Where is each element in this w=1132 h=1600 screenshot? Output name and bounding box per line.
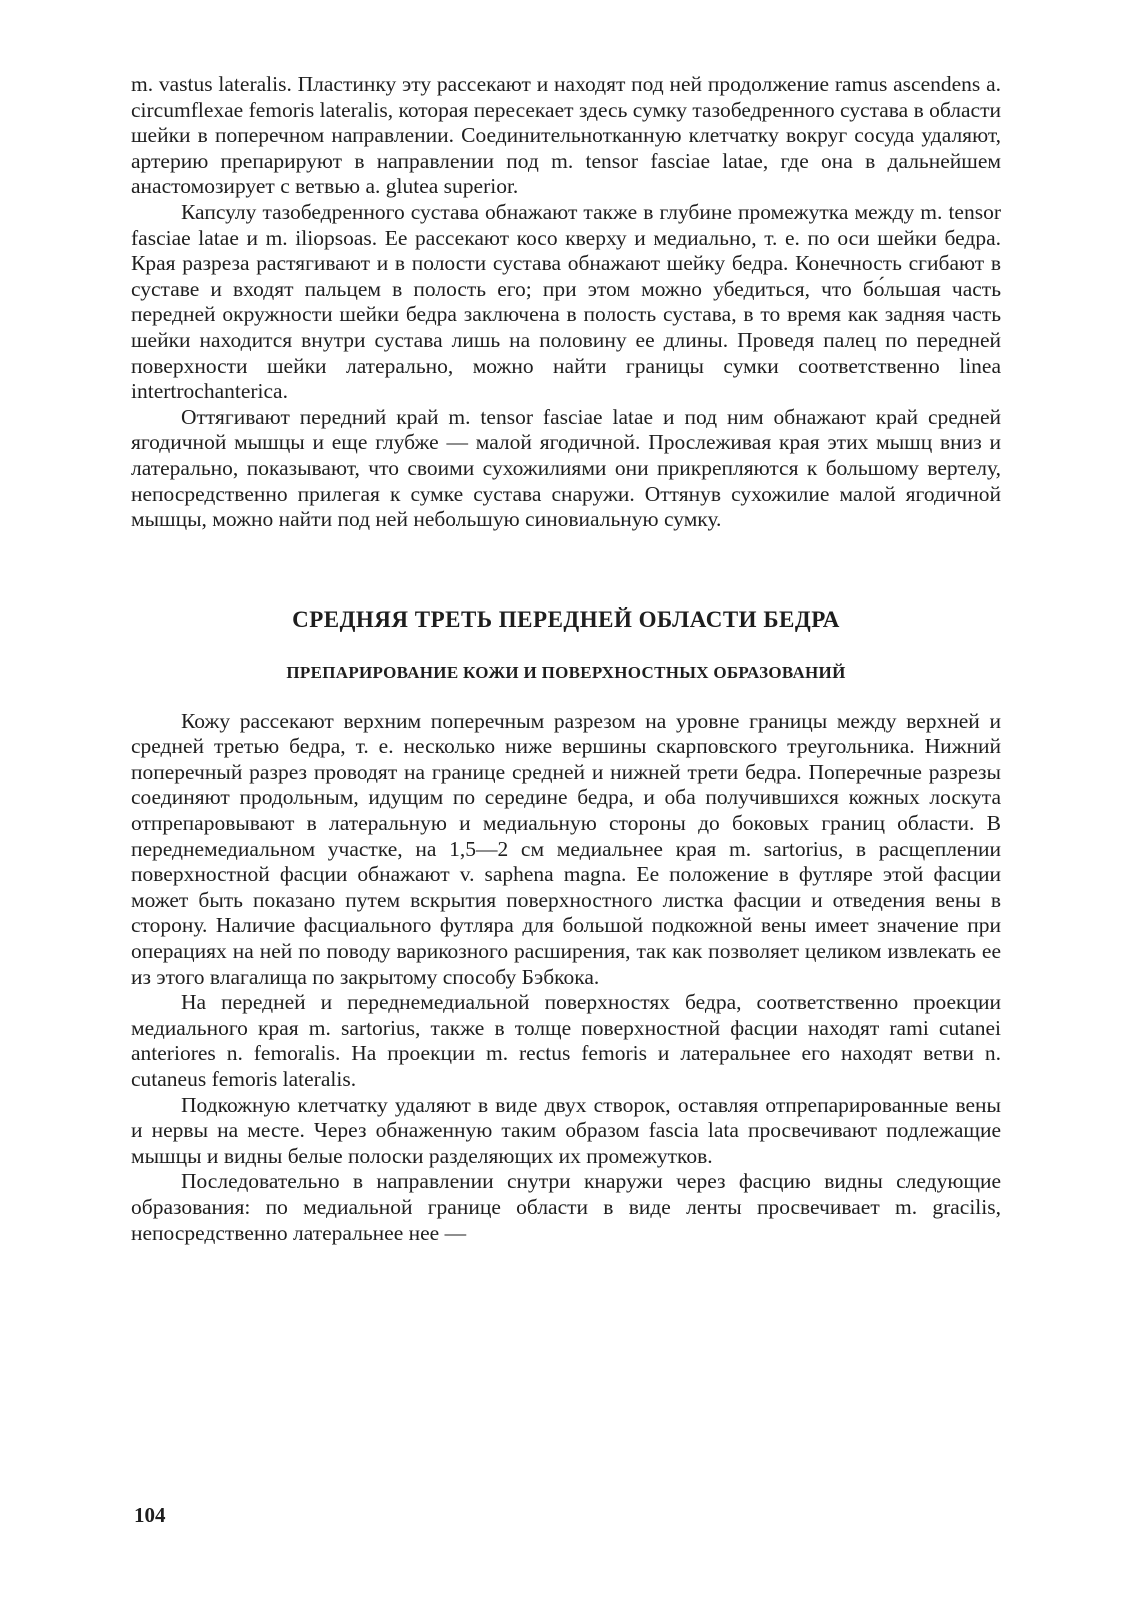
subsection-title: ПРЕПАРИРОВАНИЕ КОЖИ И ПОВЕРХНОСТНЫХ ОБРАЗОВАНИЙ (286, 662, 846, 682)
paragraph-skin-incision: Кожу рассекают верхним поперечным разрезом на уровне границы между верхней и средней третью бедра, т. е. несколько ниже вершины скарповского треугольника. Нижний поперечный разрез проводят на границе средней и нижней трети бедра. Поперечные разрезы соединяют продольным, идущим по середине бедра, и оба получившихся кожных лоскута отпрепаровывают в латеральную и медиальную стороны до боковых границ области. В переднемедиальном участке, на 1,5—2 см медиальнее края m. sartorius, в расщеплении поверхностной фасции обнажают v. saphena magna. Ее положение в футляре этой фасции может быть показано путем вскрытия поверхностного листка фасции и отведения вены в сторону. Наличие фасциального футляра для большой подкожной вены имеет значение при операциях на ней по поводу варикозного расширения, так как позволяет целиком извлекать ее из этого влагалища по закрытому способу Бэбкока. (131, 708, 1001, 989)
paragraph-cutaneous-nerves: На передней и переднемедиальной поверхностях бедра, соответственно проекции медиального края m. sartorius, также в толще поверхностной фасции находят rami cutanei anteriores n. femoralis. На проекции m. rectus femoris и латеральнее его находят ветви n. cutaneus femoris lateralis. (131, 990, 1001, 1091)
page-body (131, 72, 1001, 1246)
paragraph-gluteal-muscles: Оттягивают передний край m. tensor fasciae latae и под ним обнажают край средней ягодичной мышцы и еще глубже — малой ягодичной. Прослеживая края этих мышц вниз и латерально, показывают, что своими сухожилиями они прикрепляются к большому вертелу, непосредственно прилегая к сумке сустава снаружи. Оттянув сухожилие малой ягодичной мышцы, можно найти под ней небольшую синовиальную сумку. (131, 404, 1001, 532)
page-number: 104 (134, 1503, 166, 1527)
paragraph-subcutaneous-tissue: Подкожную клетчатку удаляют в виде двух створок, оставляя отпрепарированные вены и нервы на месте. Через обнаженную таким образом fascia lata просвечивают подлежащие мышцы и видны белые полоски разделяющих их промежутков. (131, 1092, 1001, 1168)
paragraph-continuation: m. vastus lateralis. Пластинку эту рассекают и находят под ней продолжение ramus ascendens a. circumflexae femoris lateralis, которая пересекает здесь сумку тазобедренного сустава в области шейки в поперечном направлении. Соединительнотканную клетчатку вокруг сосуда удаляют, артерию препарируют в направлении под m. tensor fasciae latae, где она в дальнейшем анастомозирует с ветвью a. glutea superior. (131, 72, 1001, 199)
paragraph-hip-capsule: Капсулу тазобедренного сустава обнажают также в глубине промежутка между m. tensor fasciae latae и m. iliopsoas. Ее рассекают косо кверху и медиально, т. е. по оси шейки бедра. Края разреза растягивают и в полости сустава обнажают шейку бедра. Конечность сгибают в суставе и входят пальцем в полость его; при этом можно убедиться, что бо́льшая часть передней окружности шейки бедра заключена в полость сустава, в то время как задняя часть шейки находится внутри сустава лишь на половину ее длины. Проведя палец по передней поверхности шейки латерально, можно найти границы сумки соответственно linea intertrochanterica. (131, 199, 1001, 404)
paragraph-structures-visible: Последовательно в направлении снутри кнаружи через фасцию видны следующие образования: по медиальной границе области в виде ленты просвечивает m. gracilis, непосредственно латеральнее нее — (131, 1169, 1001, 1245)
section-title: СРЕДНЯЯ ТРЕТЬ ПЕРЕДНЕЙ ОБЛАСТИ БЕДРА (292, 606, 840, 632)
